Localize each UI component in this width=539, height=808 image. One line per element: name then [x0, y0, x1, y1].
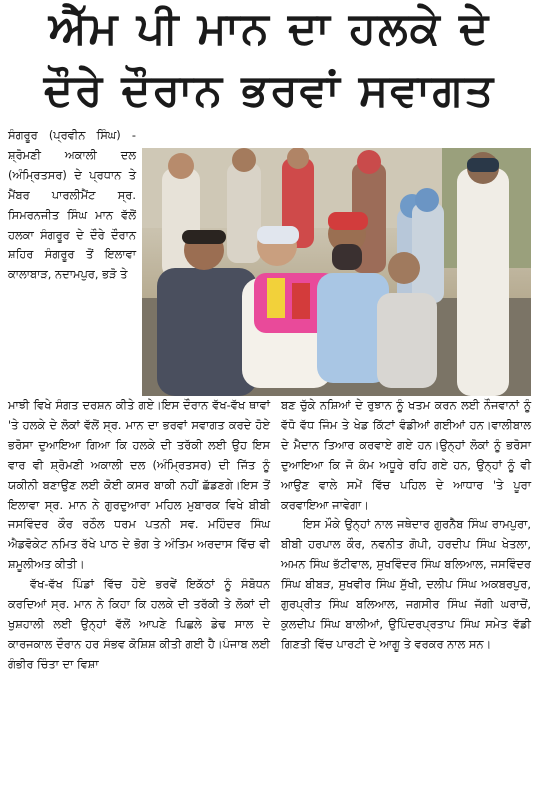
article-paragraph-4: ਇਸ ਮੌਕੇ ਉਨ੍ਹਾਂ ਨਾਲ ਜਥੇਦਾਰ ਗੁਰਨੈਬ ਸਿੰਘ ਰਾਮਪੁਰਾ, ਬੀਬੀ ਹਰਪਾਲ ਕੌਰ, ਨਵਨੀਤ ਗੋਪੀ, ਹਰਦੀਪ ਸਿੰਘ ਖੇਤਲਾ, ਅਮਨ ਸਿੰਘ ਭੱਟੀਵਾਲ, ਸੁਖਵਿੰਦਰ ਸਿੰਘ ਬਲਿਆਲ, ਜਸਵਿੰਦਰ ਸਿੰਘ ਬੀਬੜ, ਸੁਖਵੀਰ ਸਿੰਘ ਸੁੱਖੀ, ਦਲੀਪ ਸਿੰਘ ਅਕਬਰਪੁਰ, ਗੁਰਪ੍ਰੀਤ ਸਿੰਘ ਬਲਿਆਲ, ਜਗਸੀਰ ਸਿੰਘ ਜੱਗੀ ਘਰਾਚੋਂ, ਕੁਲਦੀਪ ਸਿੰਘ ਬਾਲੀਆਂ, ਉਪਿੰਦਰਪ੍ਰਤਾਪ ਸਿੰਘ ਸਮੇਤ ਵੱਡੀ ਗਿਣਤੀ ਵਿੱਚ ਪਾਰਟੀ ਦੇ ਆਗੂ ਤੇ ਵਰਕਰ ਨਾਲ ਸਨ।: [281, 517, 531, 651]
photo-illustration: [142, 148, 531, 396]
article-intro-column: [8, 126, 136, 285]
article-paragraph-1: ਮਾਝੀ ਵਿਖੇ ਸੰਗਤ ਦਰਸ਼ਨ ਕੀਤੇ ਗਏ।ਇਸ ਦੌਰਾਨ ਵੱਖ-ਵੱਖ ਥਾਵਾਂ 'ਤੇ ਹਲਕੇ ਦੇ ਲੋਕਾਂ ਵੱਲੋਂ ਸ੍ਰ. ਮਾਨ ਦਾ ਭਰਵਾਂ ਸਵਾਗਤ ਕਰਦੇ ਹੋਏ ਭਰੋਸਾ ਦੁਆਇਆ ਗਿਆ ਕਿ ਹਲਕੇ ਦੀ ਤਰੱਕੀ ਲਈ ਉਹ ਇਸ ਵਾਰ ਵੀ ਸ਼੍ਰੋਮਣੀ ਅਕਾਲੀ ਦਲ (ਅੰਮ੍ਰਿਤਸਰ) ਦੀ ਜਿੱਤ ਨੂੰ ਯਕੀਨੀ ਬਣਾਉਣ ਲਈ ਕੋਈ ਕਸਰ ਬਾਕੀ ਨਹੀਂ ਛੱਡਣਗੇ।ਇਸ ਤੋਂ ਇਲਾਵਾ ਸ੍ਰ. ਮਾਨ ਨੇ ਗੁਰਦੁਆਰਾ ਮਹਿਲ ਮੁਬਾਰਕ ਵਿਖੇ ਬੀਬੀ ਜਸਵਿੰਦਰ ਕੌਰ ਰਠੌਲ ਧਰਮ ਪਤਨੀ ਸਵ. ਮਹਿੰਦਰ ਸਿੰਘ ਐਡਵੋਕੇਟ ਨਮਿਤ ਰੱਖੇ ਪਾਠ ਦੇ ਭੋਗ ਤੇ ਅੰਤਿਮ ਅਰਦਾਸ ਵਿੱਚ ਵੀ ਸ਼ਮੂਲੀਅਤ ਕੀਤੀ।: [8, 398, 270, 572]
headline-line-1: ਐੱਮ ਪੀ ਮਾਨ ਦਾ ਹਲਕੇ ਦੇ: [48, 3, 491, 54]
article-paragraph-2: ਵੱਖ-ਵੱਖ ਪਿੰਡਾਂ ਵਿੱਚ ਹੋਏ ਭਰਵੇਂ ਇਕੱਠਾਂ ਨੂੰ ਸੰਬੋਧਨ ਕਰਦਿਆਂ ਸ੍ਰ. ਮਾਨ ਨੇ ਕਿਹਾ ਕਿ ਹਲਕੇ ਦੀ ਤਰੱਕੀ ਤੇ ਲੋਕਾਂ ਦੀ ਖੁਸ਼ਹਾਲੀ ਲਈ ਉਨ੍ਹਾਂ ਵੱਲੋਂ ਆਪਣੇ ਪਿਛਲੇ ਡੇਢ ਸਾਲ ਦੇ ਕਾਰਜਕਾਲ ਦੌਰਾਨ ਹਰ ਸੰਭਵ ਕੋਸ਼ਿਸ਼ ਕੀਤੀ ਗਈ ਹੈ।ਪੰਜਾਬ ਲਈ ਗੰਭੀਰ ਚਿੰਤਾ ਦਾ ਵਿਸ਼ਾ: [8, 577, 270, 671]
article-intro: ਸੰਗਰੂਰ (ਪ੍ਰਵੀਨ ਸਿੰਘ) - ਸ਼੍ਰੋਮਣੀ ਅਕਾਲੀ ਦਲ (ਅੰਮ੍ਰਿਤਸਰ) ਦੇ ਪ੍ਰਧਾਨ ਤੇ ਮੈਂਬਰ ਪਾਰਲੀਮੈਂਟ ਸ੍ਰ. ਸਿਮਰਨਜੀਤ ਸਿੰਘ ਮਾਨ ਵੱਲੋਂ ਹਲਕਾ ਸੰਗਰੂਰ ਦੇ ਦੌਰੇ ਦੌਰਾਨ ਸ਼ਹਿਰ ਸੰਗਰੂਰ ਤੋਂ ਇਲਾਵਾ ਕਾਲਾਬਾੜ, ਨਦਾਮਪੁਰ, ਭੜੋ ਤੇ: [8, 128, 136, 282]
article-right-column: [281, 396, 531, 655]
article-left-column: [8, 396, 270, 675]
headline-line-2: ਦੌਰੇ ਦੌਰਾਨ ਭਰਵਾਂ ਸਵਾਗਤ: [43, 65, 496, 116]
article-photo: [142, 148, 531, 396]
article-paragraph-3: ਬਣ ਚੁੱਕੇ ਨਸ਼ਿਆਂ ਦੇ ਰੁਝਾਨ ਨੂੰ ਖਤਮ ਕਰਨ ਲਈ ਨੌਜਵਾਨਾਂ ਨੂੰ ਵੱਧੋ ਵੱਧ ਜਿੰਮ ਤੇ ਖੇਡ ਕਿੱਟਾਂ ਵੰਡੀਆਂ ਗਈਆਂ ਹਨ।ਵਾਲੀਬਾਲ ਦੇ ਮੈਦਾਨ ਤਿਆਰ ਕਰਵਾਏ ਗਏ ਹਨ।ਉਨ੍ਹਾਂ ਲੋਕਾਂ ਨੂੰ ਭਰੋਸਾ ਦੁਆਇਆ ਕਿ ਜੋ ਕੰਮ ਅਧੂਰੇ ਰਹਿ ਗਏ ਹਨ, ਉਨ੍ਹਾਂ ਨੂੰ ਵੀ ਆਉਣ ਵਾਲੇ ਸਮੇਂ ਵਿੱਚ ਪਹਿਲ ਦੇ ਆਧਾਰ 'ਤੇ ਪੂਰਾ ਕਰਵਾਇਆ ਜਾਵੇਗਾ।: [281, 398, 531, 512]
